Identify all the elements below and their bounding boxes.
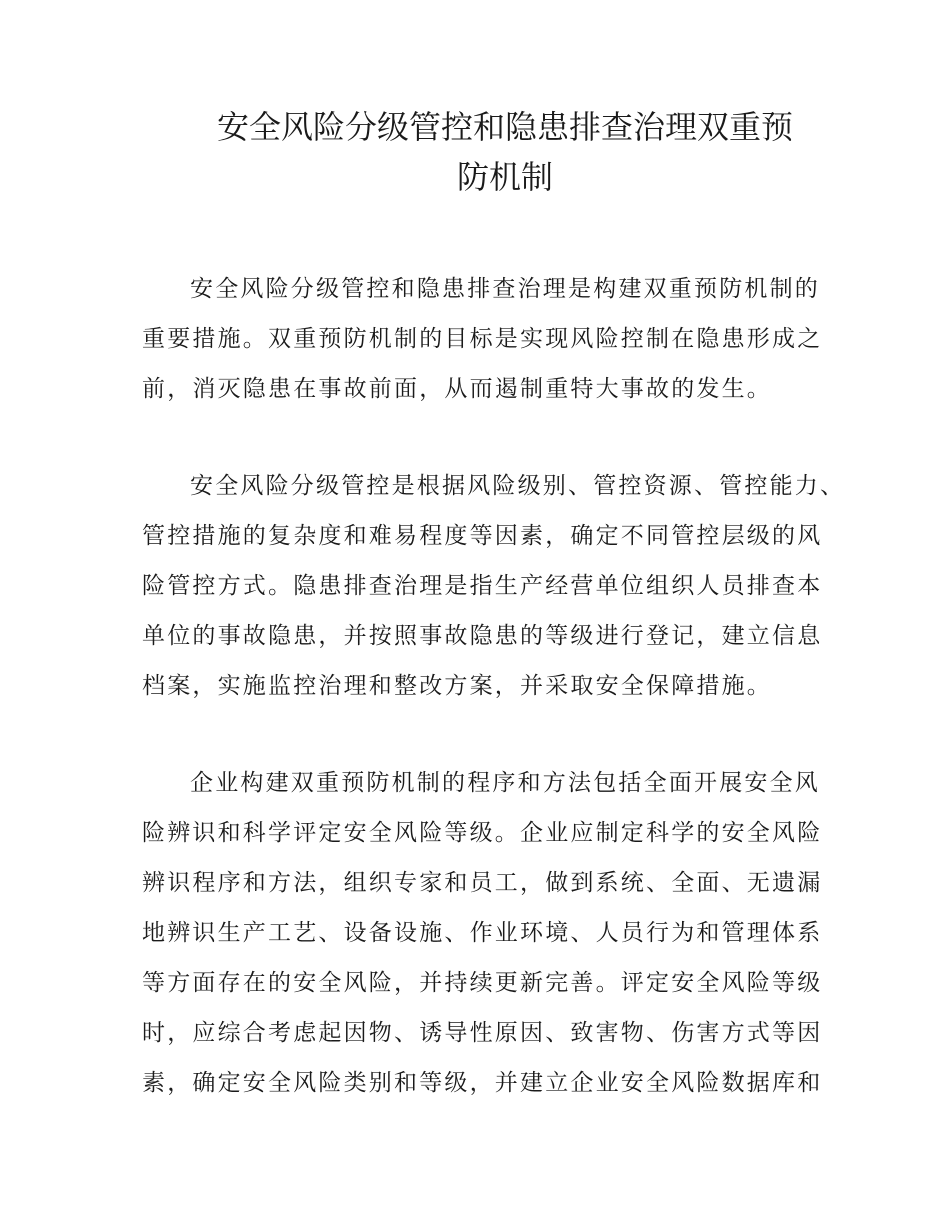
paragraph-2 — [142, 461, 846, 711]
paragraph-line: 素，确定安全风险类别和等级，并建立企业安全风险数据库和 — [142, 1070, 823, 1096]
paragraph-line: 安全风险分级管控和隐患排查治理是构建双重预防机制的 — [190, 276, 820, 302]
paragraph-line: 单位的事故隐患，并按照事故隐患的等级进行登记，建立信息 — [142, 623, 823, 649]
paragraph-line: 辨识程序和方法，组织专家和员工，做到系统、全面、无遗漏 — [142, 870, 823, 896]
title-line-1: 安全风险分级管控和隐患排查治理双重预 — [216, 108, 793, 146]
paragraph-line: 等方面存在的安全风险，并持续更新完善。评定安全风险等级 — [142, 970, 823, 996]
paragraph-line: 险辨识和科学评定安全风险等级。企业应制定科学的安全风险 — [142, 820, 823, 846]
paragraph-3 — [142, 758, 822, 1108]
paragraph-line: 管控措施的复杂度和难易程度等因素，确定不同管控层级的风 — [142, 523, 823, 549]
paragraph-line: 险管控方式。隐患排查治理是指生产经营单位组织人员排查本 — [142, 573, 823, 599]
paragraph-line: 档案，实施监控治理和整改方案，并采取安全保障措施。 — [142, 673, 772, 699]
paragraph-1 — [142, 264, 822, 414]
paragraph-line: 安全风险分级管控是根据风险级别、管控资源、管控能力、 — [190, 473, 846, 499]
paragraph-line: 地辨识生产工艺、设备设施、作业环境、人员行为和管理体系 — [142, 920, 823, 946]
paragraph-line: 重要措施。双重预防机制的目标是实现风险控制在隐患形成之 — [142, 326, 823, 352]
document-title — [190, 102, 820, 202]
paragraph-line: 时，应综合考虑起因物、诱导性原因、致害物、伤害方式等因 — [142, 1020, 823, 1046]
paragraph-line: 前，消灭隐患在事故前面，从而遏制重特大事故的发生。 — [142, 376, 772, 402]
title-line-2: 防机制 — [456, 158, 553, 196]
paragraph-line: 企业构建双重预防机制的程序和方法包括全面开展安全风 — [190, 770, 820, 796]
